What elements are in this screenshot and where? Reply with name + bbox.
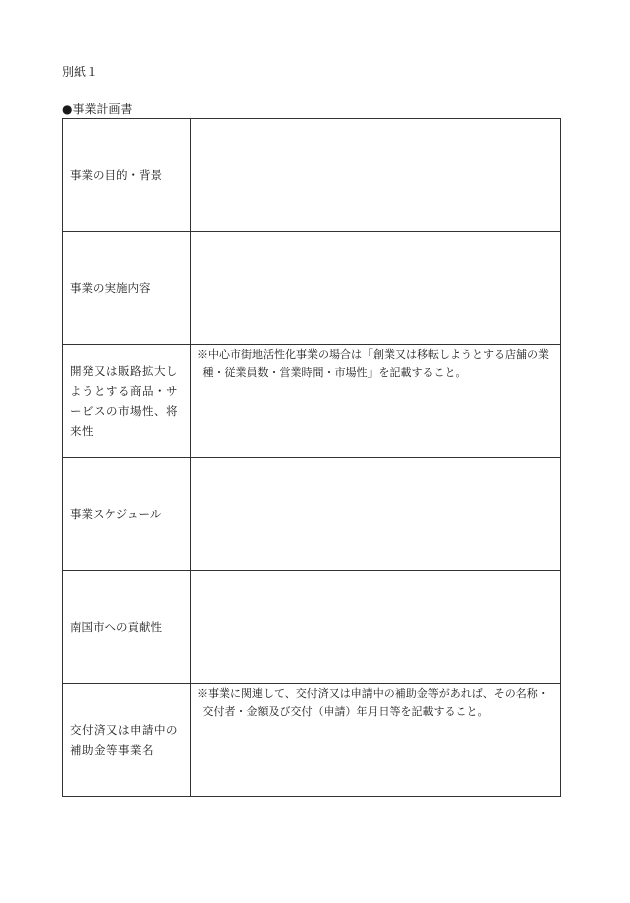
row-label-purpose: 事業の目的・背景: [63, 119, 191, 232]
row-note-subsidy: ※事業に関連して、交付済又は申請中の補助金等があれば、その名称・交付者・金額及び交付（申請）年月日等を記載すること。: [197, 687, 549, 718]
table-row: [63, 232, 561, 345]
row-note-marketability: ※中心市街地活性化事業の場合は「創業又は移転しようとする店舗の業種・従業員数・営業時間・市場性」を記載すること。: [197, 348, 549, 379]
section-title: ●事業計画書: [62, 102, 133, 116]
row-value-marketability[interactable]: [191, 345, 561, 458]
row-value-schedule[interactable]: [191, 458, 561, 571]
row-value-purpose[interactable]: [191, 119, 561, 232]
row-value-contribution[interactable]: [191, 571, 561, 684]
table-row: [63, 571, 561, 684]
attachment-label: 別紙１: [62, 65, 99, 79]
row-value-subsidy[interactable]: [191, 684, 561, 797]
business-plan-table: [62, 118, 561, 797]
row-label-subsidy: 交付済又は申請中の補助金等事業名: [63, 684, 191, 797]
row-value-content[interactable]: [191, 232, 561, 345]
row-label-contribution: 南国市への貢献性: [63, 571, 191, 684]
table-row: [63, 458, 561, 571]
table-row: [63, 684, 561, 797]
table-row: [63, 119, 561, 232]
row-label-schedule: 事業スケジュール: [63, 458, 191, 571]
row-label-marketability: 開発又は販路拡大しようとする商品・サービスの市場性、将来性: [63, 345, 191, 458]
table-row: [63, 345, 561, 458]
row-label-content: 事業の実施内容: [63, 232, 191, 345]
